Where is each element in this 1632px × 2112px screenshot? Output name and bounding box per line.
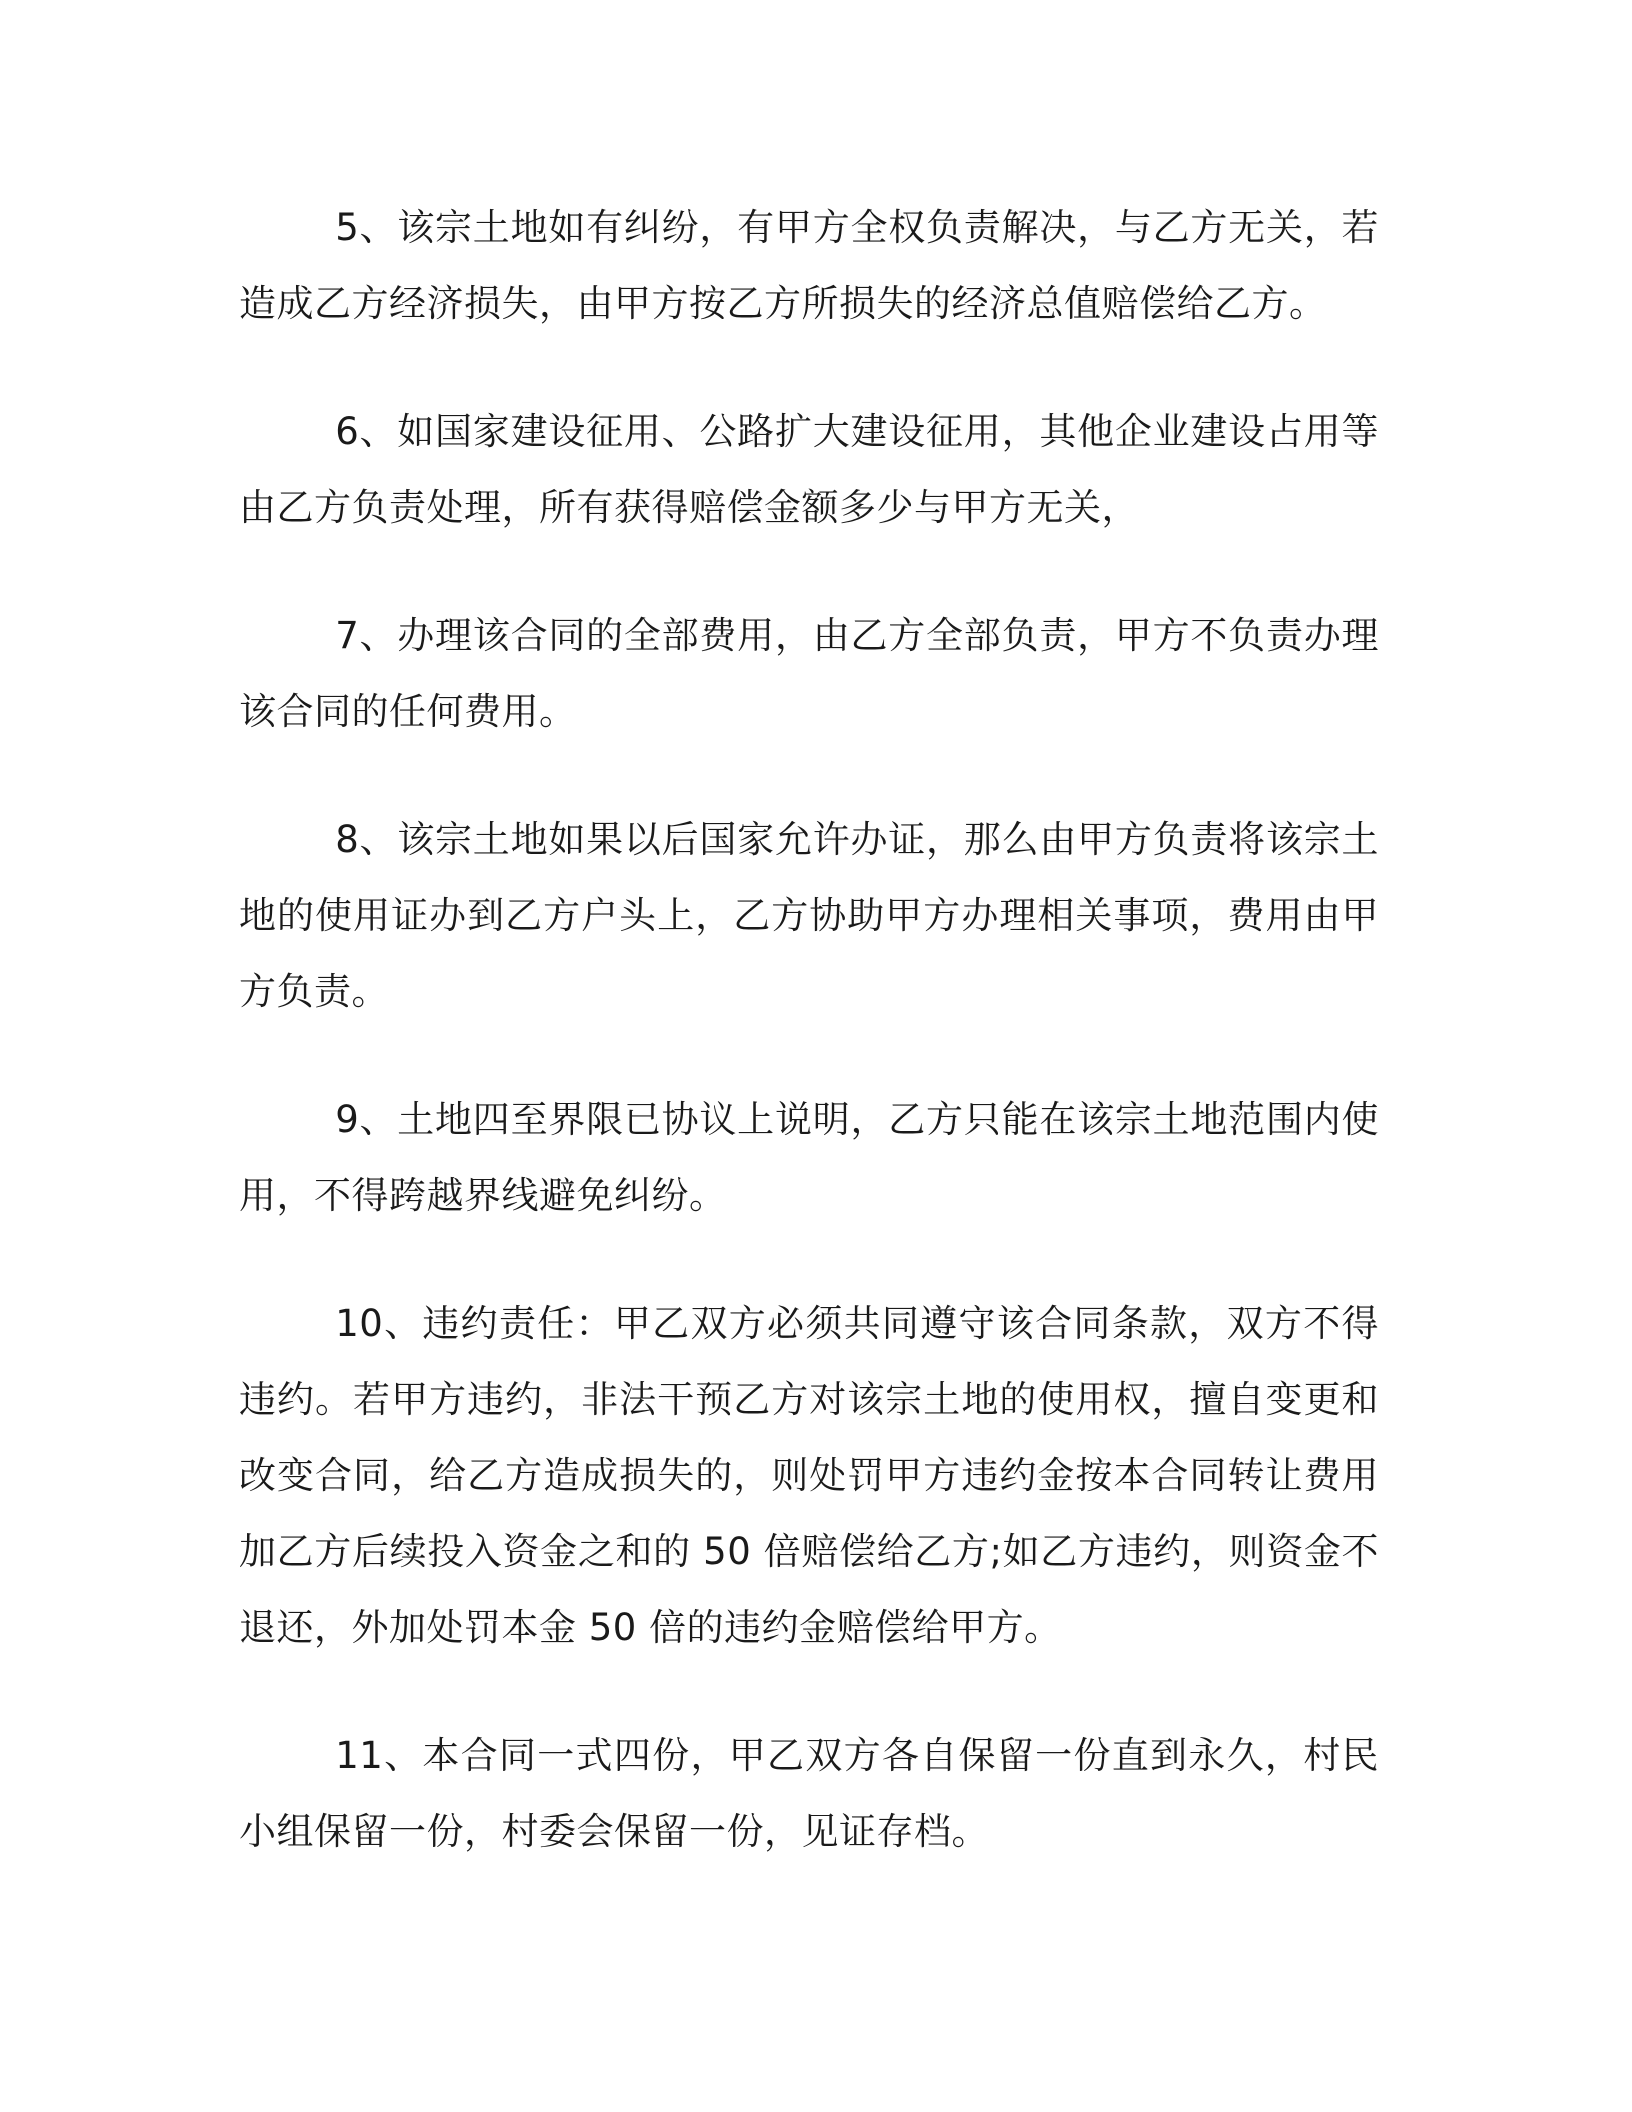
clause-10: 10、违约责任：甲乙双方必须共同遵守该合同条款，双方不得违约。若甲方违约，非法干预乙方对该宗土地的使用权，擅自变更和改变合同，给乙方造成损失的，则处罚甲方违约金按本合同转让费用加乙方后续投入资金之和的 50 倍赔偿给乙方;如乙方违约，则资金不退还，外加处罚本金 50 倍的违约金赔偿给甲方。 [239, 1302, 1379, 1649]
contract-body [239, 190, 1379, 1922]
clause-8: 8、该宗土地如果以后国家允许办证，那么由甲方负责将该宗土地的使用证办到乙方户头上，乙方协助甲方办理相关事项，费用由甲方负责。 [239, 818, 1379, 1013]
clause-7: 7、办理该合同的全部费用，由乙方全部负责，甲方不负责办理该合同的任何费用。 [239, 614, 1379, 733]
clause-5: 5、该宗土地如有纠纷，有甲方全权负责解决，与乙方无关，若造成乙方经济损失，由甲方按乙方所损失的经济总值赔偿给乙方。 [239, 206, 1379, 325]
clause-9: 9、土地四至界限已协议上说明，乙方只能在该宗土地范围内使用，不得跨越界线避免纠纷。 [239, 1098, 1379, 1217]
clause-11: 11、本合同一式四份，甲乙双方各自保留一份直到永久，村民小组保留一份，村委会保留一份，见证存档。 [239, 1734, 1379, 1853]
clause-6: 6、如国家建设征用、公路扩大建设征用，其他企业建设占用等由乙方负责处理，所有获得赔偿金额多少与甲方无关， [239, 410, 1379, 529]
